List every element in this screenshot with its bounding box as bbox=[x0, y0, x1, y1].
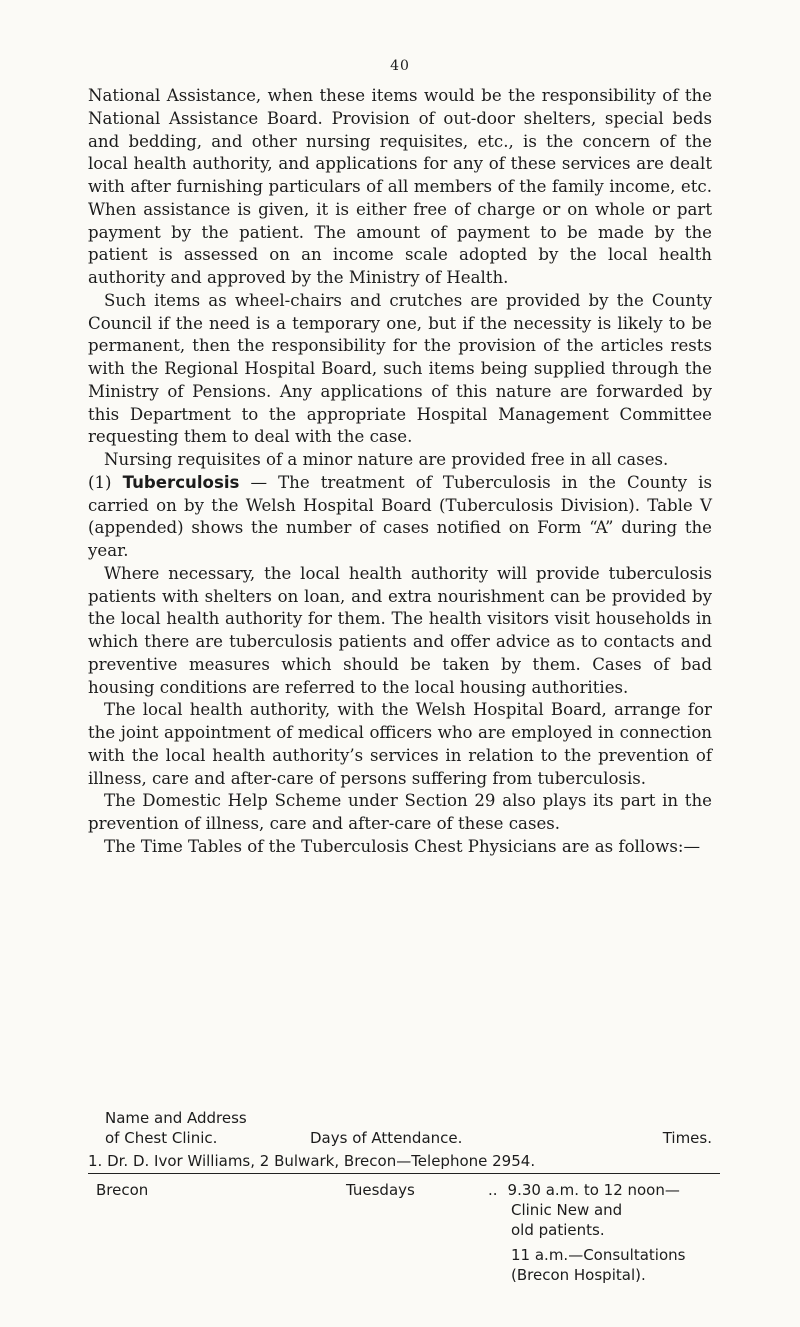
entry-time2: 11 a.m.—Consultations bbox=[511, 1246, 686, 1264]
timetable-entry bbox=[88, 1180, 720, 1300]
entry-day: Tuesdays bbox=[346, 1181, 415, 1199]
timetable-header bbox=[88, 1108, 720, 1148]
tuberculosis-section-intro bbox=[88, 472, 712, 563]
chest-clinic-timetable bbox=[88, 1108, 720, 1300]
header-days: Days of Attendance. bbox=[310, 1129, 463, 1147]
paragraph: The local health authority, with the Welsh Hospital Board, arrange for the joint appointment of medical officers who are employed in connection with the local health authority’s services in relation to the prevention of illness, care and after-care of persons suffering from tuberculosis. bbox=[88, 700, 712, 788]
paragraph: National Assistance, when these items would be the responsibility of the National Assistance Board. Provision of out-door shelters, special beds and bedding, and other nursing requisites, etc., is the concern of the local health authority, and applications for any of these services are dealt with after furnishing particulars of all members of the family income, etc. When assistance is given, it is either free of charge or on whole or part payment by the patient. The amount of payment to be made by the patient is assessed on an income scale adopted by the local health authority and approved by the Ministry of Health. bbox=[88, 86, 712, 287]
body-text bbox=[88, 85, 712, 859]
page-number: 40 bbox=[390, 58, 410, 74]
entry-time1-cont2: old patients. bbox=[511, 1221, 605, 1239]
paragraph: The Time Tables of the Tuberculosis Chest Physicians are as follows:— bbox=[104, 836, 701, 856]
entry-place: Brecon bbox=[96, 1181, 149, 1199]
section-heading: Tuberculosis bbox=[122, 472, 240, 492]
entry-time1: 9.30 a.m. to 12 noon— bbox=[507, 1181, 680, 1199]
paragraph: Such items as wheel-chairs and crutches are provided by the County Council if the need is a temporary one, but if the necessity is likely to be permanent, then the responsibility for the provision of the articles rests with the Regional Hospital Board, such items being supplied through the Ministry of Pensions. Any applications of this nature are forwarded by this Department to the appropriate Hospital Management Committee requesting them to deal with the case. bbox=[88, 290, 712, 447]
entry-time1-cont1: Clinic New and bbox=[511, 1201, 623, 1219]
clinic-row bbox=[88, 1151, 720, 1174]
paragraph: The Domestic Help Scheme under Section 29 also plays its part in the prevention of illness, care and after-care of these cases. bbox=[88, 791, 712, 833]
clinic-name: 1. Dr. D. Ivor Williams, 2 Bulwark, Brecon—Telephone 2954. bbox=[88, 1152, 536, 1170]
entry-times bbox=[488, 1180, 724, 1285]
leader-dots: .. bbox=[488, 1181, 498, 1199]
header-name-line2: of Chest Clinic. bbox=[105, 1129, 218, 1147]
header-times: Times. bbox=[662, 1129, 712, 1147]
section-intro-text: — The treatment of Tuberculosis in the County is carried on by the Welsh Hospital Board (Tuberculosis Division). Table V (appended) shows the number of cases notified on Form “A” during the year. bbox=[88, 472, 712, 560]
section-number: (1) bbox=[88, 472, 112, 492]
paragraph: Nursing requisites of a minor nature are provided free in all cases. bbox=[104, 450, 669, 469]
header-name-address bbox=[105, 1108, 305, 1148]
header-name-line1: Name and Address bbox=[105, 1109, 247, 1127]
entry-time2-cont: (Brecon Hospital). bbox=[511, 1266, 646, 1284]
paragraph: Where necessary, the local health authority will provide tuberculosis patients with shelters on loan, and extra nourishment can be provided by the local health authority for them. The health visitors visit households in which there are tuberculosis patients and offer advice as to contacts and preventive measures which should be taken by them. Cases of bad housing conditions are referred to the local housing authorities. bbox=[88, 563, 712, 697]
